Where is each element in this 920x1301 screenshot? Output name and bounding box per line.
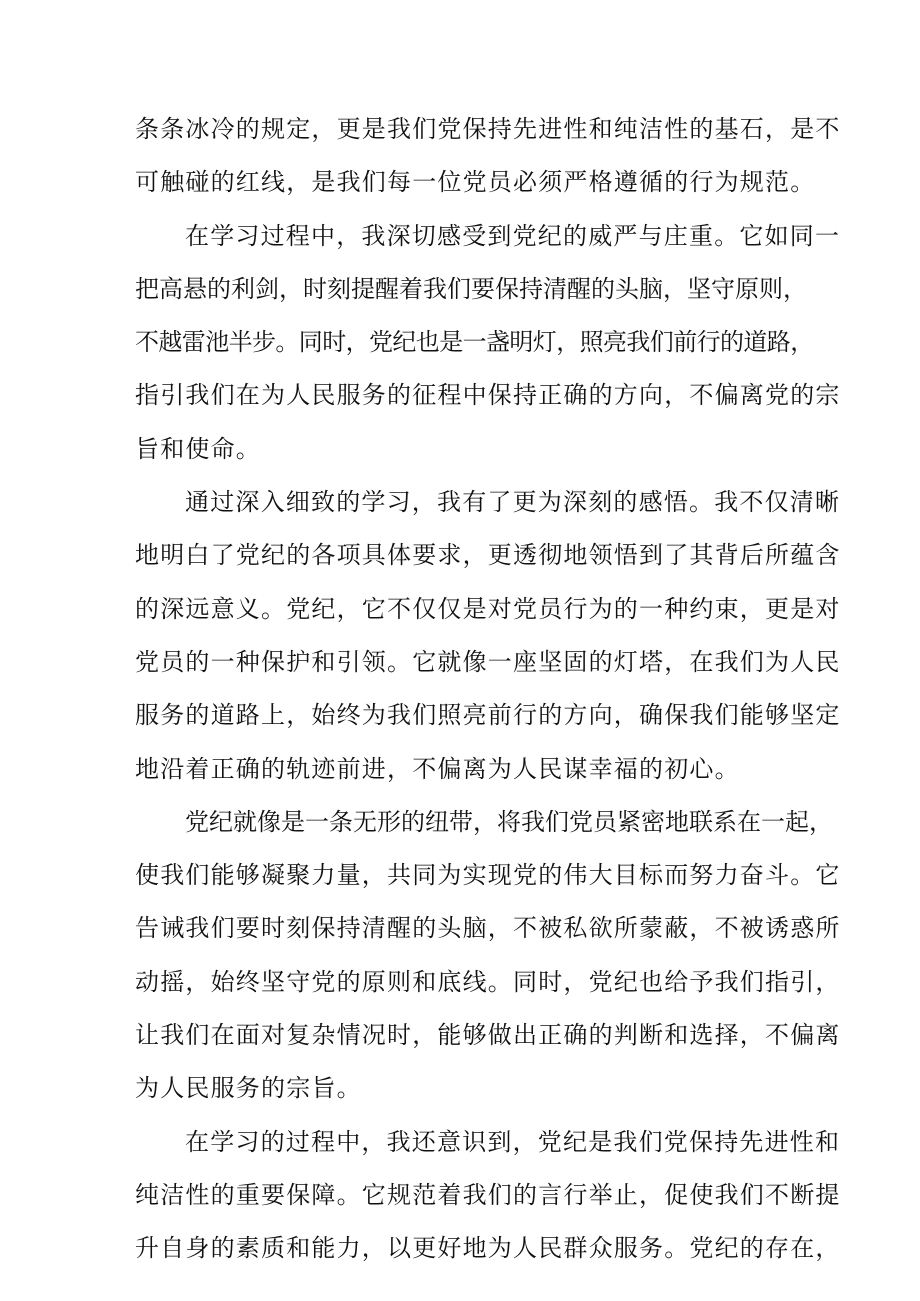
text-line: 让我们在面对复杂情况时，能够做出正确的判断和选择，不偏离 xyxy=(135,1021,841,1050)
paragraph-start-line: 在学习的过程中，我还意识到，党纪是我们党保持先进性和 xyxy=(185,1127,841,1156)
paragraph-start-line: 在学习过程中，我深切感受到党纪的威严与庄重。它如同一 xyxy=(185,221,841,250)
text-line: 纯洁性的重要保障。它规范着我们的言行举止，促使我们不断提 xyxy=(135,1180,841,1209)
text-line: 可触碰的红线，是我们每一位党员必须严格遵循的行为规范。 xyxy=(135,168,816,197)
paragraph-start-line: 通过深入细致的学习，我有了更为深刻的感悟。我不仅清晰 xyxy=(185,488,841,517)
text-line: 旨和使命。 xyxy=(135,434,261,463)
document-body xyxy=(135,103,841,1276)
text-line: 动摇，始终坚守党的原则和底线。同时，党纪也给予我们指引， xyxy=(135,967,841,996)
paragraph-start-line: 党纪就像是一条无形的纽带，将我们党员紧密地联系在一起， xyxy=(185,807,833,836)
text-line: 不越雷池半步。同时，党纪也是一盏明灯，照亮我们前行的道路， xyxy=(135,328,814,357)
text-line: 党员的一种保护和引领。它就像一座坚固的灯塔，在我们为人民 xyxy=(135,647,841,676)
text-line: 服务的道路上，始终为我们照亮前行的方向，确保我们能够坚定 xyxy=(135,701,841,730)
text-line: 把高悬的利剑，时刻提醒着我们要保持清醒的头脑，坚守原则， xyxy=(135,274,807,303)
text-line: 地明白了党纪的各项具体要求，更透彻地领悟到了其背后所蕴含 xyxy=(135,541,841,570)
text-line: 升自身的素质和能力，以更好地为人民群众服务。党纪的存在， xyxy=(135,1234,841,1263)
text-line: 使我们能够凝聚力量，共同为实现党的伟大目标而努力奋斗。它 xyxy=(135,861,841,890)
text-line: 条条冰冷的规定，更是我们党保持先进性和纯洁性的基石，是不 xyxy=(135,115,841,143)
text-line: 地沿着正确的轨迹前进，不偏离为人民谋幸福的初心。 xyxy=(135,754,740,783)
text-line: 告诫我们要时刻保持清醒的头脑，不被私欲所蒙蔽，不被诱惑所 xyxy=(135,914,841,943)
text-line: 为人民服务的宗旨。 xyxy=(135,1074,362,1103)
text-line: 的深远意义。党纪，它不仅仅是对党员行为的一种约束，更是对 xyxy=(135,594,841,623)
text-line: 指引我们在为人民服务的征程中保持正确的方向，不偏离党的宗 xyxy=(135,381,841,410)
